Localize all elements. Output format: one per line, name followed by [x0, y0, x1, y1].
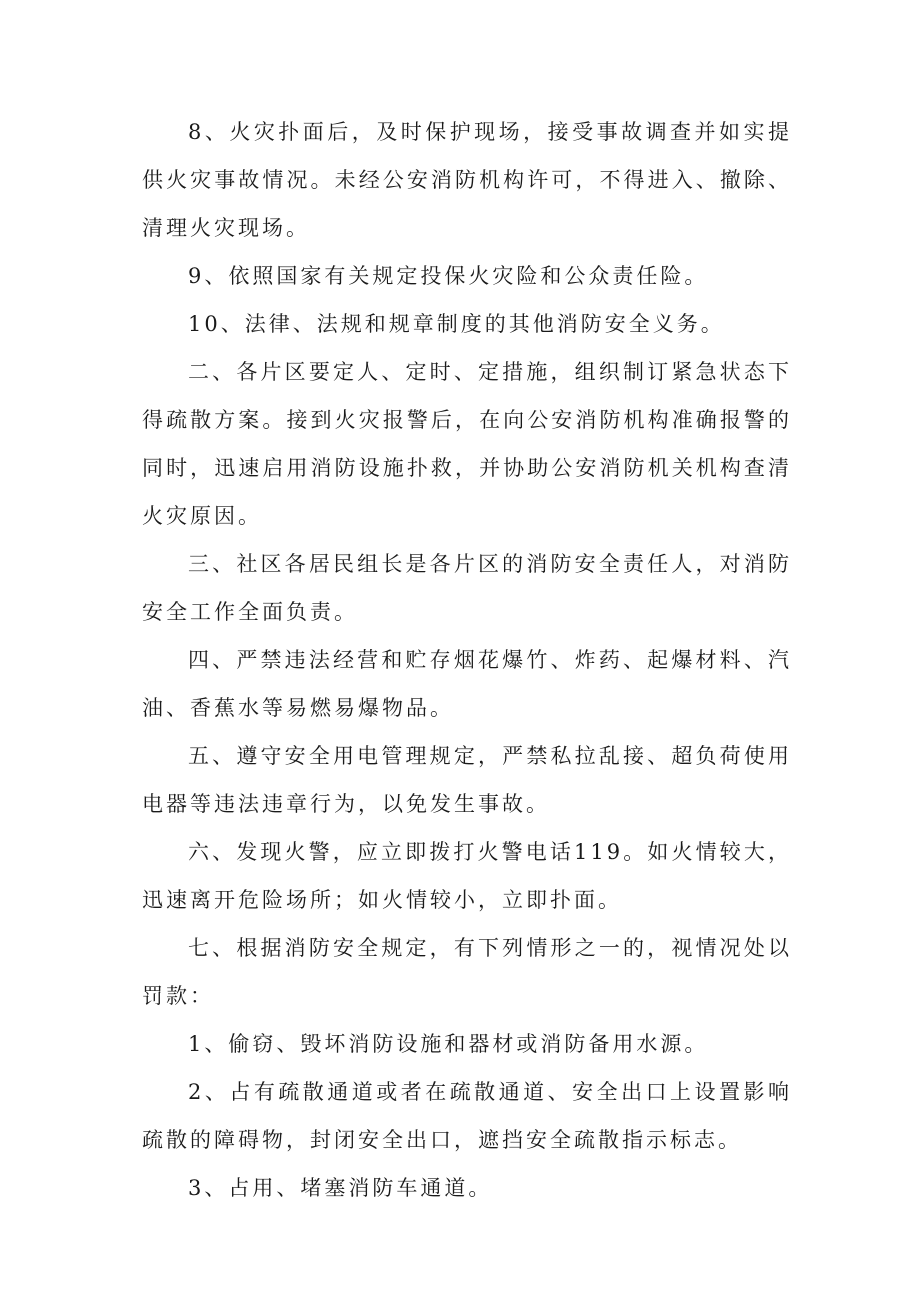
paragraph-section-5: 五、遵守安全用电管理规定，严禁私拉乱接、超负荷使用电器等违法违章行为，以免发生事故。	[142, 744, 792, 816]
paragraph-penalty-3: 3、占用、堵塞消防车通道。	[188, 1176, 493, 1200]
paragraph-penalty-2: 2、占有疏散通道或者在疏散通道、安全出口上设置影响疏散的障碍物，封闭安全出口，遮挡安全疏散指示标志。	[142, 1080, 792, 1152]
paragraph-penalty-1: 1、偷窃、毁坏消防设施和器材或消防备用水源。	[188, 1032, 709, 1056]
paragraph-item-8: 8、火灾扑面后，及时保护现场，接受事故调查并如实提供火灾事故情况。未经公安消防机构许可，不得进入、撤除、清理火灾现场。	[142, 120, 792, 240]
document-body	[142, 108, 792, 1212]
paragraph-section-4: 四、严禁违法经营和贮存烟花爆竹、炸药、起爆材料、汽油、香蕉水等易燃易爆物品。	[142, 648, 792, 720]
paragraph-section-3: 三、社区各居民组长是各片区的消防安全责任人，对消防安全工作全面负责。	[142, 552, 792, 624]
paragraph-section-7: 七、根据消防安全规定，有下列情形之一的，视情况处以罚款：	[142, 936, 792, 1008]
paragraph-item-10: 10、法律、法规和规章制度的其他消防安全义务。	[188, 312, 725, 336]
paragraph-section-2: 二、各片区要定人、定时、定措施，组织制订紧急状态下得疏散方案。接到火灾报警后，在向公安消防机构准确报警的同时，迅速启用消防设施扑救，并协助公安消防机关机构查清火灾原因。	[142, 360, 792, 528]
paragraph-section-6: 六、发现火警，应立即拨打火警电话119。如火情较大，迅速离开危险场所；如火情较小，立即扑面。	[142, 840, 792, 912]
paragraph-item-9: 9、依照国家有关规定投保火灾险和公众责任险。	[188, 264, 709, 288]
